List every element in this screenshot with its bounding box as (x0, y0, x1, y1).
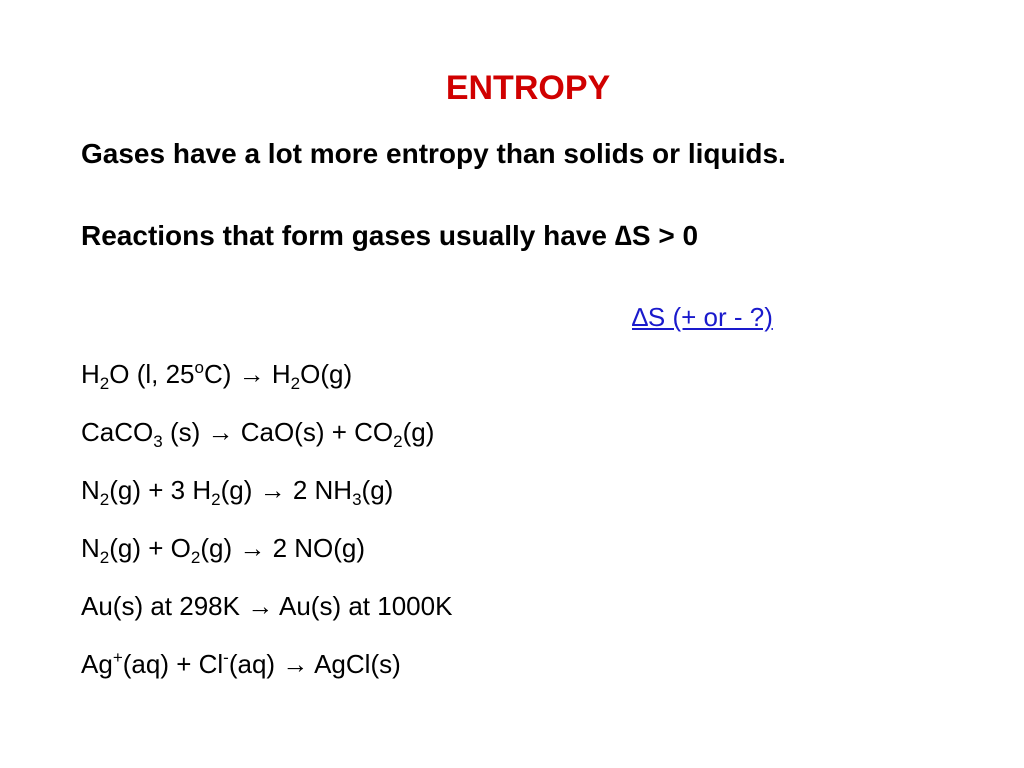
equation-text: N (81, 475, 100, 505)
equation-text: H (81, 359, 100, 389)
reactions-statement: Reactions that form gases usually have ∆S > 0 (81, 220, 699, 251)
reaction-calcium-carbonate-decomposition (81, 414, 452, 472)
equation-text: O(g) (300, 359, 353, 389)
subscript: 2 (290, 374, 301, 393)
superscript: o (194, 358, 204, 377)
reaction-ammonia-synthesis (81, 472, 452, 530)
superscript: + (112, 648, 123, 667)
equation-text: (g) + O (109, 533, 191, 563)
reaction-list (81, 356, 452, 704)
equation-text: Ag (81, 649, 113, 679)
reaction-water-vaporization (81, 356, 452, 414)
reaction-gold-heating (81, 588, 452, 646)
equation-text: (g) → 2 NO(g) (200, 533, 366, 563)
equation-text: C) → H (203, 359, 291, 389)
equation-text: (s) → CaO(s) + CO (162, 417, 394, 447)
subscript: 2 (211, 490, 221, 509)
subscript: 2 (99, 490, 110, 509)
subscript: 2 (190, 548, 201, 567)
delta-s-column-header[interactable]: ∆S (+ or - ?) (632, 302, 773, 332)
equation-text: (g) (361, 475, 394, 505)
subscript: 2 (99, 374, 110, 393)
reaction-nitric-oxide-formation (81, 530, 452, 588)
equation-text: CaCO (81, 417, 154, 447)
subscript: 3 (153, 432, 163, 451)
reaction-silver-chloride-precipitation (81, 646, 452, 704)
gases-statement: Gases have a lot more entropy than solids or liquids. (81, 138, 786, 169)
equation-text: (g) → 2 NH (220, 475, 353, 505)
equation-text: Au(s) at 298K → Au(s) at 1000K (81, 591, 453, 621)
subscript: 2 (99, 548, 110, 567)
superscript: - (223, 648, 229, 667)
equation-text: (g) (402, 417, 435, 447)
slide-title: ENTROPY (445, 69, 611, 107)
equation-text: (aq) + Cl (122, 649, 224, 679)
subscript: 3 (352, 490, 362, 509)
equation-text: (g) + 3 H (109, 475, 212, 505)
equation-text: (aq) → AgCl(s) (228, 649, 401, 679)
equation-text: O (l, 25 (109, 359, 195, 389)
equation-text: N (81, 533, 100, 563)
subscript: 2 (393, 432, 403, 451)
